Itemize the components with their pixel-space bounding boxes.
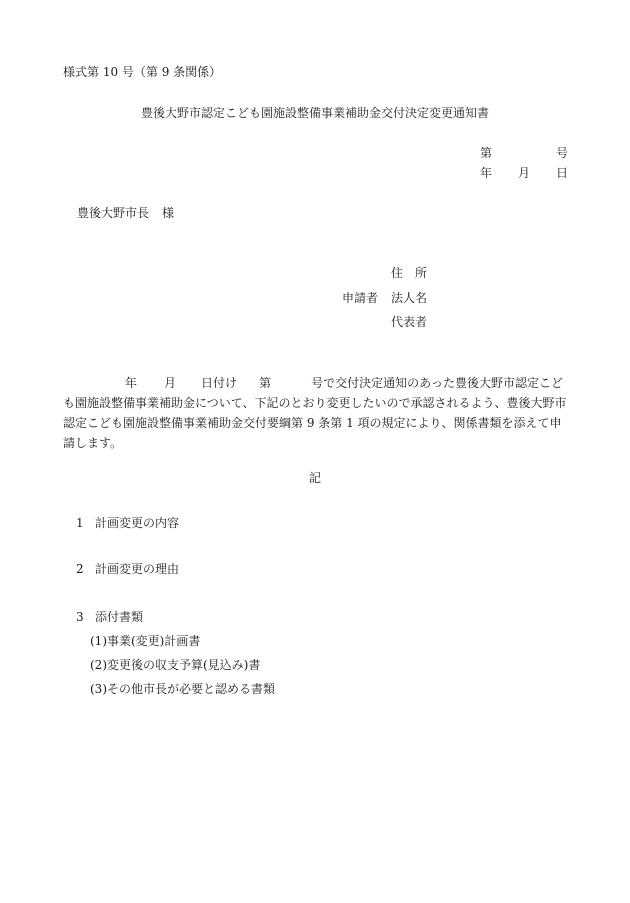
addressee-honorific: 様 (162, 206, 175, 220)
number-go: 号 (555, 146, 568, 160)
representative-label: 代表者 (391, 315, 428, 329)
list-item (76, 561, 179, 577)
document-number-line (480, 144, 568, 160)
list-item (76, 609, 143, 625)
number-dai: 第 (480, 146, 493, 160)
item-label: 計画変更の理由 (95, 562, 180, 576)
item-number: 3 (76, 610, 84, 624)
date-month: 月 (518, 166, 531, 180)
item-number: 2 (76, 562, 84, 576)
date-year: 年 (480, 166, 493, 180)
body-dai: 第 (259, 376, 272, 390)
item-label: 添付書類 (95, 610, 144, 624)
list-item (76, 515, 179, 531)
body-year: 年 (125, 376, 138, 390)
document-date-line (480, 164, 568, 180)
body-month: 月 (164, 376, 177, 390)
document-title: 豊後大野市認定こども園施設整備事業補助金交付決定変更通知書 (140, 106, 489, 120)
attachment-item: (2)変更後の収支予算(見込み)書 (90, 658, 261, 672)
applicant-label: 申請者 (342, 291, 379, 305)
date-day: 日 (555, 166, 568, 180)
body-dated: 日付け (201, 376, 238, 390)
attachment-item: (1)事業(変更)計画書 (90, 634, 201, 648)
item-label: 計画変更の内容 (95, 516, 180, 530)
form-number: 様式第 10 号（第 9 条関係） (63, 65, 222, 79)
attachment-item: (3)その他市長が必要と認める書類 (90, 682, 275, 696)
item-number: 1 (76, 516, 84, 530)
corporation-label: 法人名 (391, 291, 428, 305)
address-label: 住 所 (391, 266, 428, 280)
ki-heading: 記 (308, 471, 321, 485)
addressee (77, 205, 174, 221)
body-paragraph (63, 373, 568, 453)
body-text: 号で交付決定通知のあった豊後大野市認定こども園施設整備事業補助金について、下記のとおり変更したいので承認されるよう、豊後大野市認定こども園施設整備事業補助金交付要綱第 9 条第 1 項の規定により、関係書類を添えて申請します。 (63, 376, 567, 450)
addressee-name: 豊後大野市長 (77, 206, 150, 220)
